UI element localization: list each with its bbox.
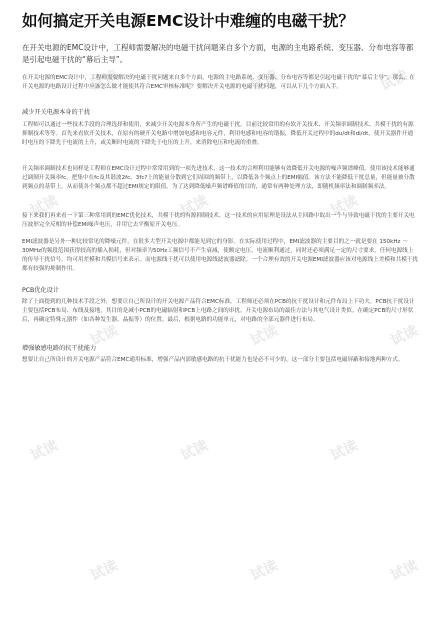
paragraph: EMI滤波器是另外一种比较常见的降噪元件，在很多大型开关电源中都能见到它的身影。在实际使用过程中，EMI滤波器的主要目的之一就是要在 150kHz ～30MHz的频段范围获得较高的插入损耗，但对频率为50Hz工频信号不产生衰减，使额定电压、电流顺利通过，同时还必须满足一定的尺寸要求。任何电源线上的传导干扰信号，均可用差模和共模信号来表示。而电源线干扰可以使用电源线滤波器滤除。一个合理有效的开关电源EMI滤波器应该对电源线上差模和共模干扰都有较强的抑制作用。 [22,239,418,272]
watermark: 试读 [88,322,121,350]
watermark: 试读 [328,437,361,465]
watermark: 试读 [378,67,411,95]
section-heading: 减少开关电源本身的干扰 [22,109,91,116]
watermark: 试读 [388,322,421,350]
watermark: 试读 [248,67,281,95]
paragraph: 开关频率调制技术也同样是工程师在EMC设计过程中常常用到的一项先进技术，这一技术的合理利用能够有效降低开关电源的噪声频谱峰值。使用该技术能够通过调制开关频率fc，把集中在fc及其谐波2fc、3fc?上的能量分散到它们周围的频带上，以降低各个频点上的EMI幅值。该方法不能降低干扰总量，但能量被分散到频点的基带上，从而使各个频点都不超过EMI规定的限值。为了达到降低噪声频谱峰值的目的，通常有两种处理方法，即随机频率法和调制频率法。 [22,166,415,190]
watermark: 试读 [248,322,281,350]
watermark: 试读 [28,437,61,465]
watermark: 试读 [178,437,211,465]
paragraph: 接下来我们再来看一下第三种常用到的EMC优化技术，共模干扰的有源抑制技术。这一技术的应用原理是设法从主回路中取出一个与导致电磁干扰的主要开关电压波形完全反相的补偿EMI噪声电压，并用它去平衡原开关电压。 [22,213,415,228]
paragraph: 在开关电源的EMC设计中，工程师需要解决的电磁干扰问题来自多个方面，电源的主电路系统、变压器、分布电容等都是引起电磁干扰的“幕后主导”。那么，在开关电源的电路设计过程中应该怎么做才能使其符合EMC审核标准呢？要解决开关电源的电磁干扰问题，可以从下几个方面入手。 [22,75,415,90]
paragraph: 想要让自己所设计的开关电源产品符合EMC通用标准，增强产品内部敏感电路的抗干扰能力也是必不可少的，这一部分主要包括电磁屏蔽和接地两种方式。 [22,357,404,363]
watermark: 试读 [248,557,281,585]
watermark: 试读 [88,557,121,585]
paragraph: 工程师可以通过一些技术手段的合理选择和使用，来减少开关电源本身所产生的电磁干扰。目前比较常用的有软开关技术、开关频率调制技术、共模干扰的有源抑制技术等等。首先来看软开关技术，在原有的硬开关电路中增加电感和电容元件，利用电感和电容的谐振，降低开关过程中的du/dt和di/dt，使开关器件开通时电压的下降先于电流的上升，或关断时电流的下降先于电压的上升，来消除电压和电流的重叠。 [22,122,414,146]
watermark: 试读 [388,557,421,585]
watermark: 试读 [88,67,121,95]
watermark: 试读 [328,192,361,220]
watermark: 试读 [178,192,211,220]
paragraph: 除了上面提到的几种技术手段之外，想要让自己所设计的开关电源产品符合EMC标准，工程师还必须在PCB的抗干扰设计和元件布局上下功夫。PCB抗干扰设计主要包括PCB布局、布线及接地，其目的是减小PCB的电磁辐射和PCB上电路之间的串扰。开关电源布局的最佳方法与其电气设计类似。在确定PCB的尺寸形状后，再确定特殊元器件（如各种发生器、晶振等）的位置。最后，根据电路的功能单元，对电路的全部元器件进行布局。 [22,299,415,323]
page-title: 如何搞定开关电源EMC设计中难缠的电磁干扰？ [22,12,354,30]
section-heading: PCB优化设计 [22,287,60,294]
watermark: 试读 [28,192,61,220]
intro-paragraph: 在开关电源的EMC设计中，工程师需要解决的电磁干扰问题来自多个方面，电源的主电路系统、变压器、分布电容等都是引起电磁干扰的“幕后主导”。 [22,43,414,64]
section-heading: 增强敏感电路的抗干扰能力 [22,345,97,352]
